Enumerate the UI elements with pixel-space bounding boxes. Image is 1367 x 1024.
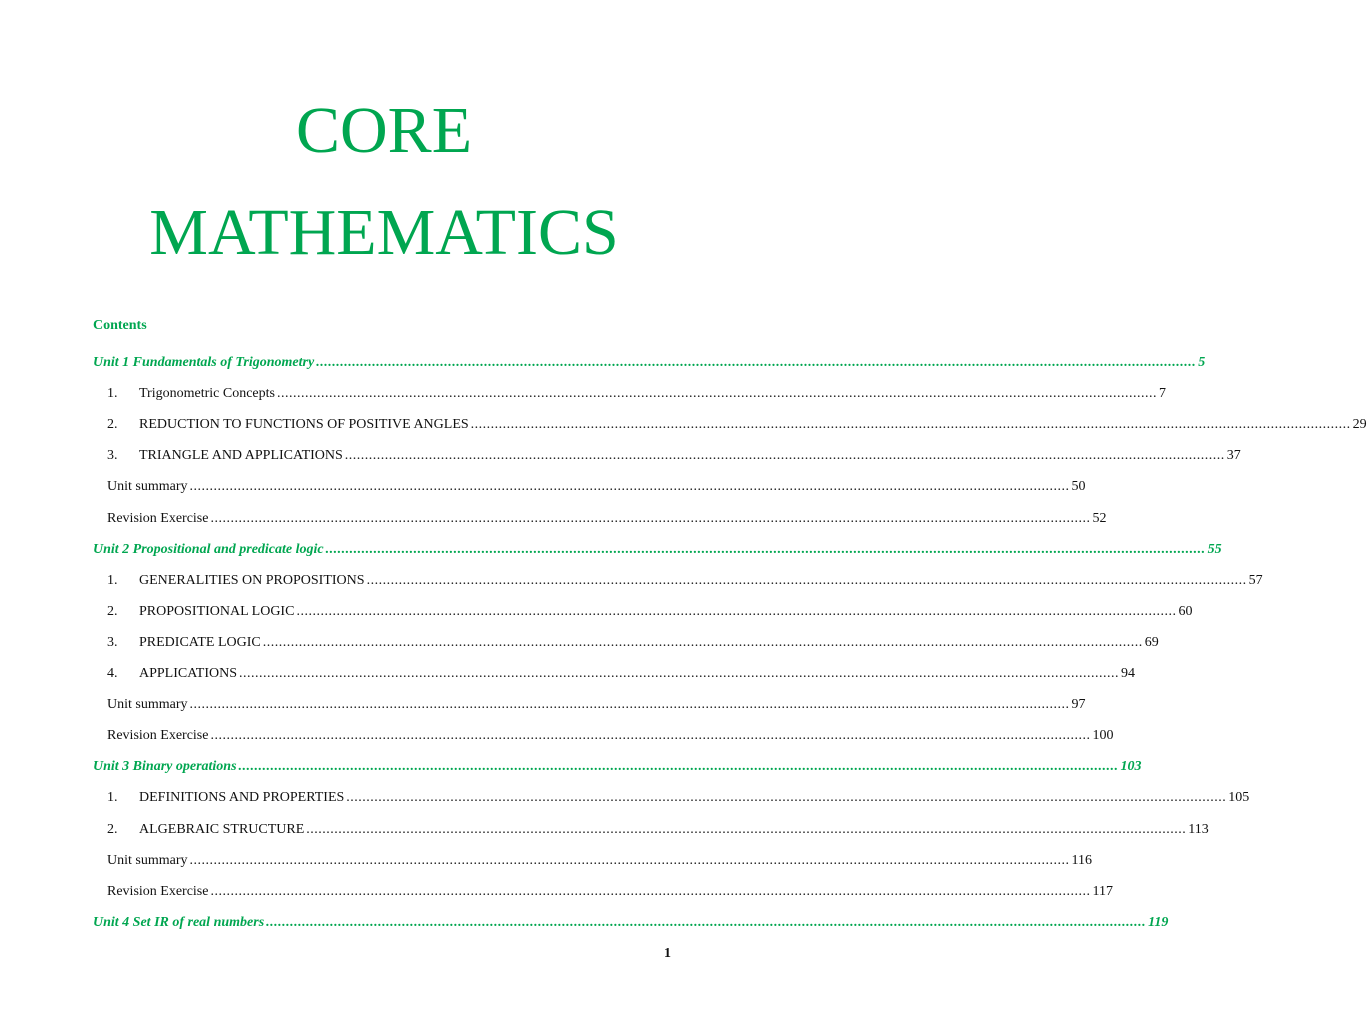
toc-leader-dots: ............................................................................................................................................................................................................................ [470,417,1351,432]
toc-chapter-entry[interactable] [107,788,1250,808]
toc-leader-dots: ............................................................................................................................................................................................................................ [210,728,1091,743]
toc-entry-page: 97 [1071,697,1086,712]
toc-entry-page: 105 [1228,790,1250,805]
toc-entry-label: GENERALITIES ON PROPOSITIONS [139,573,365,588]
toc-entry-label: Unit 3 Binary operations [93,759,237,774]
toc-entry-number: 1. [107,386,118,401]
toc-section-entry[interactable] [107,695,1086,715]
toc-entry-label: REDUCTION TO FUNCTIONS OF POSITIVE ANGLES [139,417,469,432]
toc-leader-dots: ............................................................................................................................................................................................................................ [189,479,1070,494]
toc-chapter-entry[interactable] [107,415,1367,435]
toc-leader-dots: ............................................................................................................................................................................................................................ [262,635,1143,650]
toc-leader-dots: ............................................................................................................................................................................................................................ [210,511,1091,526]
title-line-1: CORE [295,94,473,167]
toc-section-entry[interactable] [107,477,1086,497]
toc-entry-page: 55 [1207,542,1222,557]
toc-chapter-entry[interactable] [107,571,1263,591]
toc-entry-page: 116 [1071,853,1092,868]
toc-entry-label: Unit summary [107,479,188,494]
toc-entry-number: 2. [107,822,118,837]
toc-leader-dots: ............................................................................................................................................................................................................................ [316,355,1197,370]
toc-leader-dots: ............................................................................................................................................................................................................................ [238,759,1119,774]
toc-entry-page: 37 [1226,448,1241,463]
toc-chapter-entry[interactable] [107,602,1193,622]
toc-unit-entry[interactable] [93,913,1169,933]
toc-entry-number: 4. [107,666,118,681]
toc-entry-page: 57 [1248,573,1263,588]
toc-unit-entry[interactable] [93,540,1222,560]
toc-chapter-entry[interactable] [107,820,1209,840]
toc-leader-dots: ............................................................................................................................................................................................................................ [296,604,1177,619]
toc-leader-dots: ............................................................................................................................................................................................................................ [366,573,1247,588]
toc-section-entry[interactable] [107,726,1114,746]
toc-chapter-entry[interactable] [107,446,1241,466]
toc-entry-page: 50 [1071,479,1086,494]
toc-entry-label: Unit summary [107,697,188,712]
toc-entry-label: PREDICATE LOGIC [139,635,261,650]
contents-heading: Contents [93,318,147,333]
page-number: 1 [664,946,671,961]
toc-entry-page: 117 [1092,884,1113,899]
toc-entry-label: Revision Exercise [107,728,209,743]
toc-leader-dots: ............................................................................................................................................................................................................................ [346,790,1227,805]
toc-entry-number: 3. [107,635,118,650]
toc-entry-label: Revision Exercise [107,884,209,899]
toc-entry-number: 2. [107,604,118,619]
toc-leader-dots: ............................................................................................................................................................................................................................ [266,915,1147,930]
toc-entry-number: 3. [107,448,118,463]
toc-entry-label: Unit 2 Propositional and predicate logic [93,542,324,557]
toc-entry-label: Unit summary [107,853,188,868]
toc-unit-entry[interactable] [93,353,1206,373]
toc-leader-dots: ............................................................................................................................................................................................................................ [239,666,1120,681]
toc-chapter-entry[interactable] [107,633,1159,653]
toc-entry-page: 69 [1144,635,1159,650]
title-line-2: MATHEMATICS [149,196,619,269]
toc-entry-page: 5 [1198,355,1206,370]
toc-entry-page: 100 [1092,728,1114,743]
toc-entry-number: 1. [107,573,118,588]
toc-unit-entry[interactable] [93,757,1142,777]
toc-entry-page: 113 [1188,822,1209,837]
toc-entry-label: Unit 1 Fundamentals of Trigonometry [93,355,315,370]
toc-entry-label: TRIANGLE AND APPLICATIONS [139,448,343,463]
toc-entry-page: 94 [1121,666,1136,681]
toc-entry-label: DEFINITIONS AND PROPERTIES [139,790,345,805]
toc-leader-dots: ............................................................................................................................................................................................................................ [210,884,1091,899]
toc-entry-page: 29 [1352,417,1367,432]
toc-entry-label: Revision Exercise [107,511,209,526]
toc-entry-page: 103 [1120,759,1142,774]
toc-entry-number: 1. [107,790,118,805]
toc-entry-label: Trigonometric Concepts [139,386,275,401]
toc-entry-page: 119 [1148,915,1169,930]
toc-section-entry[interactable] [107,882,1113,902]
toc-entry-label: APPLICATIONS [139,666,238,681]
toc-leader-dots: ............................................................................................................................................................................................................................ [189,853,1070,868]
toc-entry-page: 60 [1178,604,1193,619]
toc-entry-number: 2. [107,417,118,432]
toc-entry-page: 52 [1092,511,1107,526]
toc-leader-dots: ............................................................................................................................................................................................................................ [306,822,1187,837]
toc-entry-label: ALGEBRAIC STRUCTURE [139,822,305,837]
toc-section-entry[interactable] [107,851,1092,871]
toc-section-entry[interactable] [107,509,1107,529]
toc-chapter-entry[interactable] [107,384,1166,404]
toc-entry-label: PROPOSITIONAL LOGIC [139,604,295,619]
toc-leader-dots: ............................................................................................................................................................................................................................ [325,542,1206,557]
toc-chapter-entry[interactable] [107,664,1136,684]
toc-leader-dots: ............................................................................................................................................................................................................................ [276,386,1157,401]
toc-entry-label: Unit 4 Set IR of real numbers [93,915,265,930]
toc-leader-dots: ............................................................................................................................................................................................................................ [189,697,1070,712]
toc-entry-page: 7 [1158,386,1166,401]
toc-leader-dots: ............................................................................................................................................................................................................................ [344,448,1225,463]
